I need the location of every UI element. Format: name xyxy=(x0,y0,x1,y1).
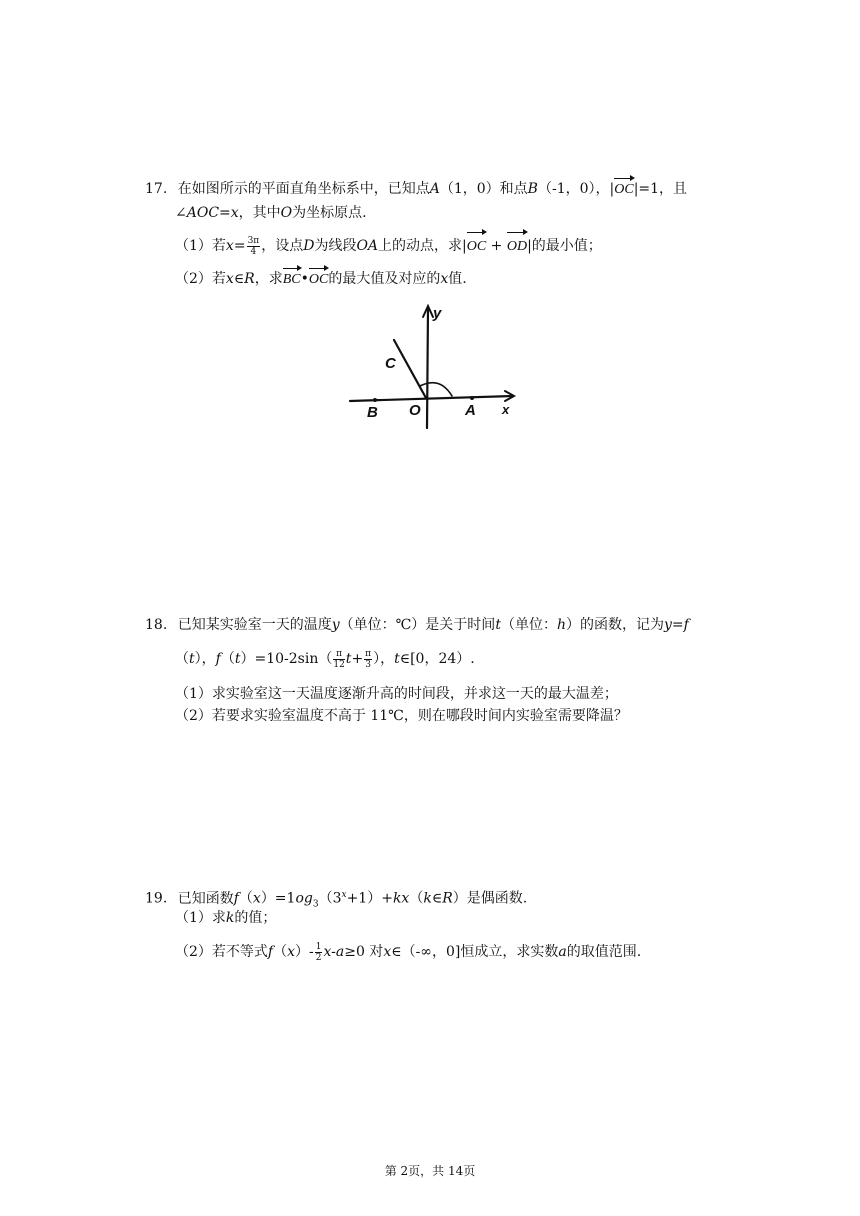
figure-label-y: y xyxy=(433,305,442,322)
figure-label-c: C xyxy=(385,355,396,372)
question-17-line2: ∠AOC=x，其中O为坐标原点. xyxy=(175,205,367,221)
question-18-part1: （1）求实验室这一天温度逐渐升高的时间段，并求这一天的最大温差； xyxy=(175,686,618,702)
question-18-line2: （t），f（t）=10-2sin（ $\frac{\pi}{12}$ t+ $\frac{\pi}{3}$ ），t∈[0，24）. xyxy=(175,648,475,670)
question-number: 18. xyxy=(145,617,168,633)
figure-label-a: A xyxy=(465,402,476,419)
vector-bc: BC xyxy=(283,270,301,290)
figure-label-o: O xyxy=(409,402,421,419)
vector-oc: OC xyxy=(467,234,486,260)
question-17-part2: （2）若x∈R，求BC•OC的最大值及对应的x值. xyxy=(175,269,467,290)
point-b xyxy=(373,398,377,402)
coordinate-figure xyxy=(340,298,530,438)
figure-label-b: B xyxy=(367,404,378,421)
page-footer: 第 2页，共 14页 xyxy=(384,1164,476,1178)
question-number: 19. xyxy=(145,890,168,907)
vector-oc: OC xyxy=(309,270,328,290)
question-18-line1: 18. 已知某实验室一天的温度y（单位：℃）是关于时间t（单位：h）的函数，记为y=f xyxy=(145,617,689,633)
question-19-part2: （2）若不等式f（x）- $\frac{1}{2}$ x-a≥0 对x∈（-∞，0]恒成立，求实数a的取值范围. xyxy=(175,941,642,963)
fraction: $\frac{\pi}{12}$ xyxy=(333,648,345,670)
question-19-line1: 19. 已知函数$f(x)=1og_3(3^x+1)+kx(k\in R)$是偶函数. xyxy=(145,890,528,910)
y-axis xyxy=(427,308,428,428)
question-number: 17. xyxy=(145,181,168,197)
question-18-part2: （2）若要求实验室温度不高于 11℃，则在哪段时间内实验室需要降温？ xyxy=(175,708,628,724)
question-17-line1: 17. 在如图所示的平面直角坐标系中，已知点A（1，0）和点B（-1，0），|OC|=1，且 xyxy=(145,179,687,200)
vector-od: OD xyxy=(507,234,527,260)
point-a xyxy=(470,396,474,400)
fraction: $\frac{1}{2}$ xyxy=(315,941,322,963)
fraction: $\frac{\pi}{3}$ xyxy=(365,648,372,670)
question-19-part1: （1）求k的值； xyxy=(175,910,277,926)
vector-oc: OC xyxy=(614,180,633,200)
question-17-part1: （1）若x= $\frac{3\pi}{4}$ ，设点D为线段OA上的动点，求|OC + OD|的最小值； xyxy=(175,233,602,260)
figure-label-x: x xyxy=(502,402,510,417)
ray-oc xyxy=(394,340,426,398)
fraction: $\frac{3\pi}{4}$ xyxy=(247,235,260,257)
